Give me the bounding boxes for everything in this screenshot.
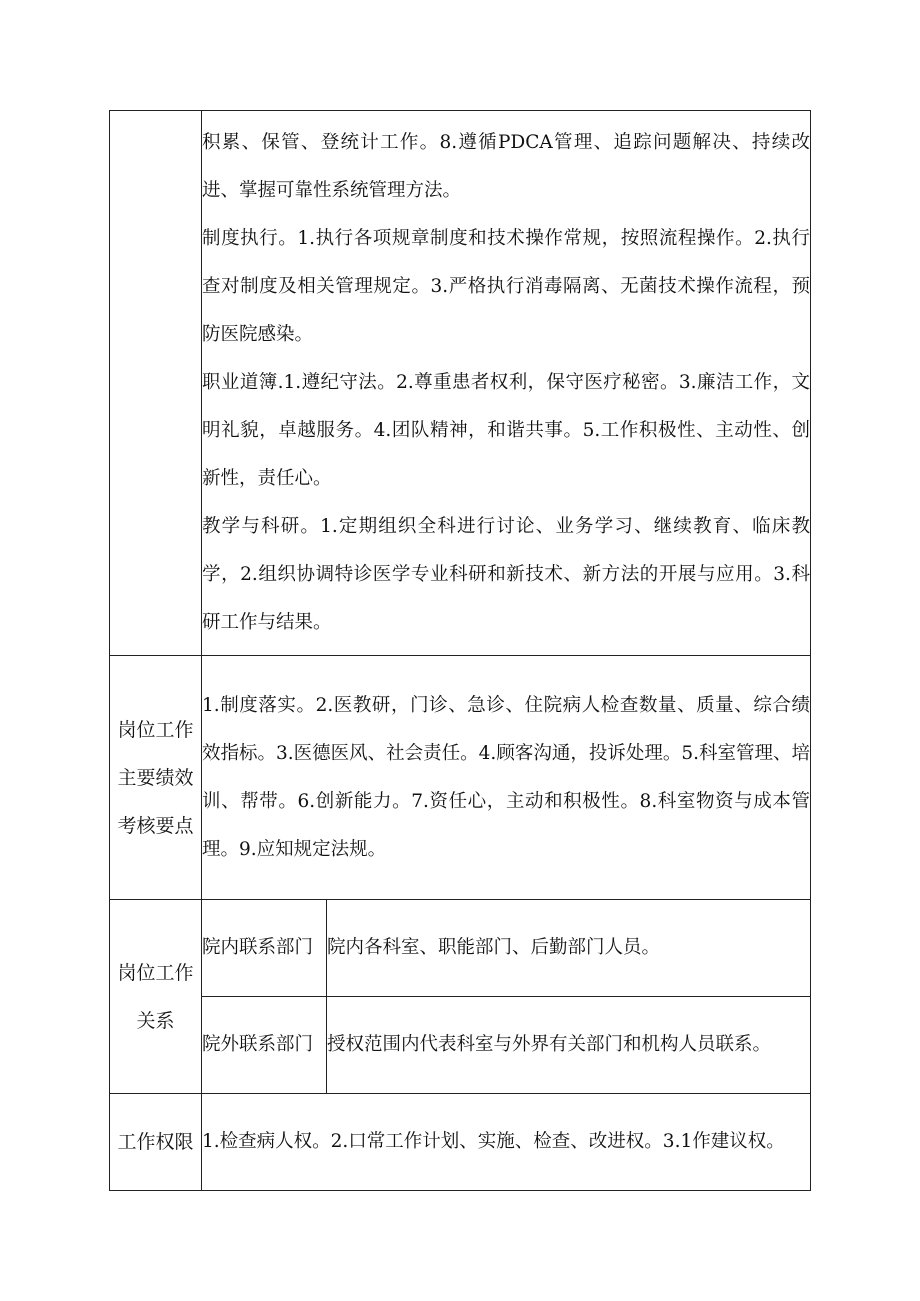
performance-row: [110, 656, 811, 900]
performance-label: 岗位工作主要绩效考核要点: [110, 656, 202, 900]
duties-paragraph-rules: 制度执行。1.执行各项规章制度和技术操作常规，按照流程操作。2.执行查对制度及相关管理规定。3.严格执行消毒隔离、无菌技术操作流程，预防医院感染。: [202, 228, 810, 345]
duties-paragraph-teaching: 教学与科研。1.定期组织全科进行讨论、业务学习、继续教育、临床教学，2.组织协调特诊医学专业科研和新技术、新方法的开展与应用。3.科研工作与结果。: [202, 516, 810, 633]
external-contact-content: 授权范围内代表科室与外界有关部门和机构人员联系。: [327, 997, 811, 1094]
internal-contact-content: 院内各科室、职能部门、后勤部门人员。: [327, 900, 811, 997]
duties-label-cell: [110, 111, 202, 656]
relations-external-row: [110, 997, 811, 1094]
job-description-table: [109, 110, 811, 1191]
authority-content: [202, 1094, 811, 1191]
performance-text: 1.制度落实。2.医教研，门诊、急诊、住院病人检查数量、质量、综合绩效指标。3.医德医风、社会责任。4.顾客沟通，投诉处理。5.科室管理、培训、帮带。6.创新能力。7.资任心，主动和积极性。8.科室物资与成本管理。9.应知规定法规。: [202, 694, 810, 860]
duties-continued-row: [110, 111, 811, 656]
duties-paragraph-ethics: 职业道簿.1.遵纪守法。2.尊重患者权利，保守医疗秘密。3.廉洁工作，文明礼貌，卓越服务。4.团队精神，和谐共事。5.工作积极性、主动性、创新性，责任心。: [202, 372, 810, 489]
authority-label: 工作权限: [110, 1094, 202, 1191]
internal-contact-label: 院内联系部门: [202, 900, 327, 997]
relations-internal-row: [110, 900, 811, 997]
performance-content: [202, 656, 811, 900]
authority-row: [110, 1094, 811, 1191]
relations-label: 岗位工作关系: [110, 900, 202, 1094]
duties-content-cell: [202, 111, 811, 656]
external-contact-label: 院外联系部门: [202, 997, 327, 1094]
duties-paragraph-statistics: 积累、保管、登统计工作。8.遵循PDCA管理、追踪问题解决、持续改进、掌握可靠性系统管理方法。: [202, 132, 810, 201]
authority-text: 1.检查病人权。2.口常工作计划、实施、检查、改进权。3.1作建议权。: [202, 1131, 785, 1152]
